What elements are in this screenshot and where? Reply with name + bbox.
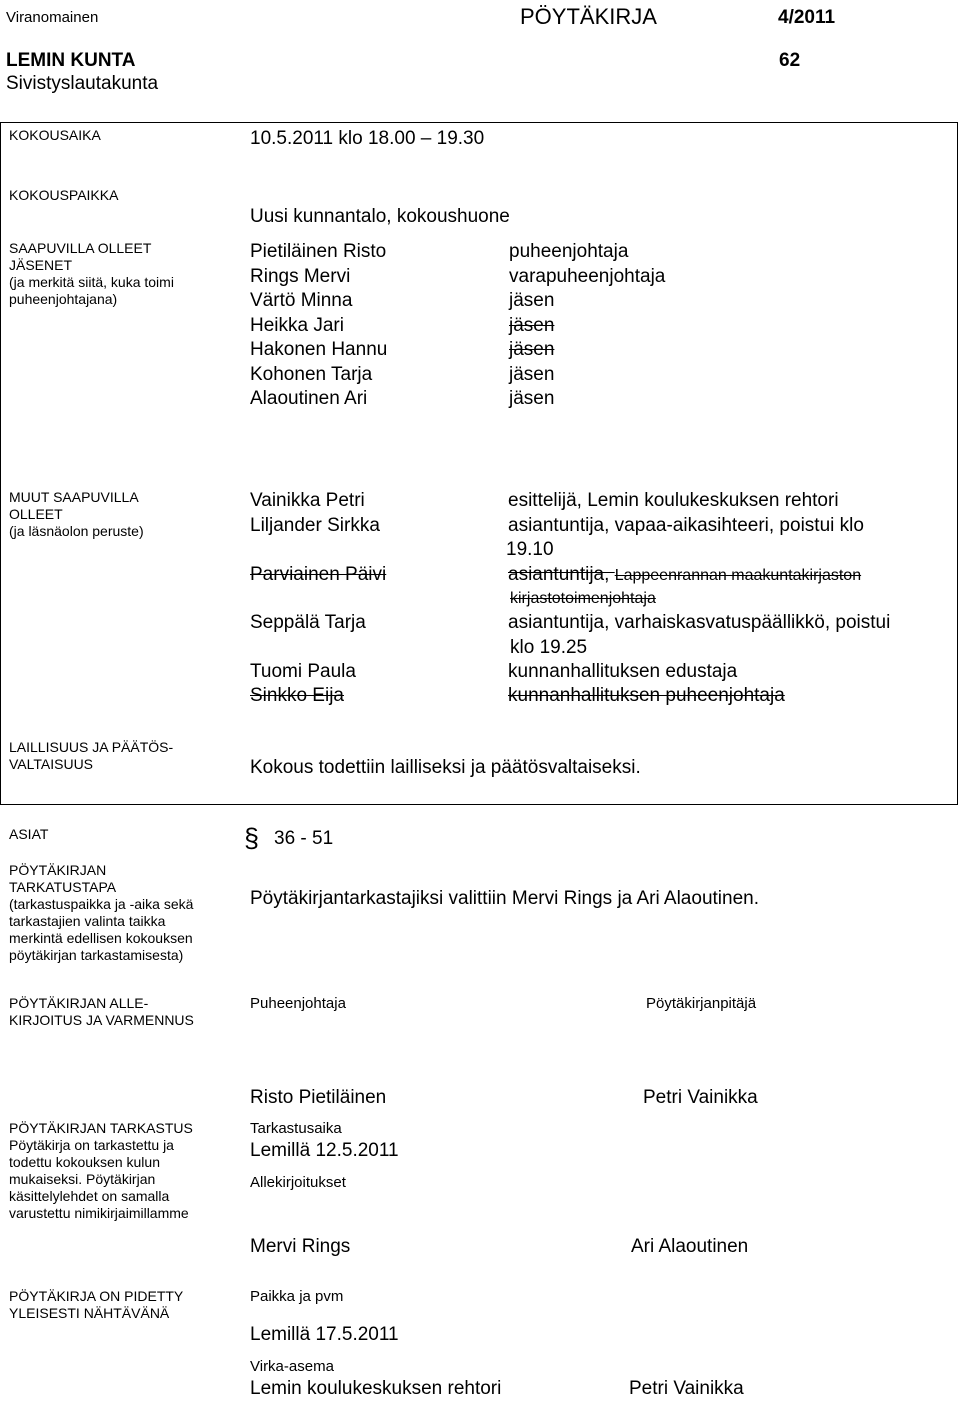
section-sign: § — [244, 823, 260, 853]
items-range: 36 - 51 — [274, 828, 334, 849]
other-name: Liljander Sirkka — [250, 515, 380, 536]
other-role: asiantuntija, vapaa-aikasihteeri, poistui klo — [508, 515, 864, 536]
member-row — [250, 289, 665, 314]
page-number: 62 — [779, 50, 801, 71]
meeting-time-label: KOKOUSAIKA — [9, 127, 101, 143]
member-name: Alaoutinen Ari — [250, 388, 368, 409]
member-name: Rings Mervi — [250, 265, 351, 287]
other-role-continued: 19.10 — [506, 539, 554, 560]
member-row — [250, 265, 665, 290]
chair-name: Risto Pietiläinen — [250, 1087, 387, 1108]
secretary-name: Petri Vainikka — [643, 1087, 758, 1108]
display-office-name: Petri Vainikka — [629, 1378, 744, 1399]
display-office-title: Virka-asema — [250, 1358, 334, 1375]
member-role: jäsen — [509, 339, 555, 360]
review-label: PÖYTÄKIRJAN TARKATUSTAPA (tarkastuspaikka ja -aika sekä tarkastajien valinta taikka merkintä edellisen kokouksen pöytäkirjan tarkastamisesta) — [9, 862, 194, 963]
display-office-value: Lemin koulukeskuksen rehtori — [250, 1378, 502, 1399]
display-place-title: Paikka ja pvm — [250, 1288, 344, 1305]
member-row-absent — [250, 338, 665, 363]
other-name: Seppälä Tarja — [250, 612, 366, 633]
members-label: SAAPUVILLA OLLEET JÄSENET (ja merkitä siitä, kuka toimi puheenjohtajana) — [9, 240, 174, 307]
inspection-label: PÖYTÄKIRJAN TARKASTUS Pöytäkirja on tarkastettu ja todettu kokouksen kulun mukaiseksi. Pöytäkirjan käsittelylehdet on samalla varustettu nimikirjaimillamme — [9, 1120, 193, 1221]
chair-title: Puheenjohtaja — [250, 995, 346, 1012]
member-row — [250, 387, 665, 412]
other-name: Vainikka Petri — [250, 490, 365, 511]
member-row-absent — [250, 314, 665, 339]
other-role: esittelijä, Lemin koulukeskuksen rehtori — [508, 490, 839, 511]
other-role-absent-continued: kirjastotoimenjohtaja — [510, 590, 656, 607]
secretary-title: Pöytäkirjanpitäjä — [646, 995, 757, 1012]
inspection-signer: Mervi Rings — [250, 1236, 351, 1257]
meeting-place-value: Uusi kunnantalo, kokoushuone — [250, 206, 510, 227]
member-role: jäsen — [509, 363, 555, 385]
member-role: jäsen — [509, 314, 555, 336]
display-place-value: Lemillä 17.5.2011 — [250, 1324, 399, 1345]
quorum-label: LAILLISUUS JA PÄÄTÖS- VALTAISUUS — [9, 739, 174, 772]
other-role-absent: asiantuntija, Lappeenrannan maakuntakirjaston — [508, 564, 862, 585]
authority-label: Viranomainen — [6, 9, 99, 26]
member-role: puheenjohtaja — [509, 241, 629, 262]
other-role-absent: kunnanhallituksen puheenjohtaja — [508, 685, 785, 706]
other-name-absent: Sinkko Eija — [250, 685, 344, 706]
member-name: Heikka Jari — [250, 314, 344, 336]
other-role-continued: klo 19.25 — [510, 637, 588, 658]
inspection-signatures-title: Allekirjoitukset — [250, 1174, 346, 1191]
member-role: jäsen — [509, 388, 555, 409]
meeting-place-label: KOKOUSPAIKKA — [9, 187, 119, 203]
member-name: Värtö Minna — [250, 290, 353, 311]
municipality-name: LEMIN KUNTA — [6, 50, 136, 71]
member-name: Pietiläinen Risto — [250, 241, 387, 262]
items-label: ASIAT — [9, 826, 49, 842]
other-role: asiantuntija, varhaiskasvatuspäällikkö, poistui — [508, 612, 891, 633]
inspection-time-title: Tarkastusaika — [250, 1120, 342, 1137]
member-name: Hakonen Hannu — [250, 339, 388, 360]
member-row — [250, 240, 665, 265]
document-title: PÖYTÄKIRJA — [520, 4, 657, 29]
inspection-signer: Ari Alaoutinen — [631, 1236, 749, 1257]
document-number: 4/2011 — [778, 7, 836, 28]
inspection-time-value: Lemillä 12.5.2011 — [250, 1140, 399, 1161]
signatures-label: PÖYTÄKIRJAN ALLE- KIRJOITUS JA VARMENNUS — [9, 995, 194, 1028]
quorum-value: Kokous todettiin lailliseksi ja päätösvaltaiseksi. — [250, 757, 641, 778]
other-role: kunnanhallituksen edustaja — [508, 661, 738, 682]
other-name: Tuomi Paula — [250, 661, 356, 682]
display-label: PÖYTÄKIRJA ON PIDETTY YLEISESTI NÄHTÄVÄNÄ — [9, 1288, 184, 1321]
meeting-time-value: 10.5.2011 klo 18.00 – 19.30 — [250, 128, 485, 149]
review-value: Pöytäkirjantarkastajiksi valittiin Mervi Rings ja Ari Alaoutinen. — [250, 888, 759, 909]
other-name-absent: Parviainen Päivi — [250, 564, 387, 585]
member-role: jäsen — [509, 290, 555, 311]
member-row — [250, 363, 665, 388]
member-role: varapuheenjohtaja — [509, 265, 666, 287]
others-label: MUUT SAAPUVILLA OLLEET (ja läsnäolon peruste) — [9, 489, 144, 539]
committee-name: Sivistyslautakunta — [6, 73, 159, 94]
members-list — [250, 240, 665, 412]
member-name: Kohonen Tarja — [250, 363, 373, 385]
